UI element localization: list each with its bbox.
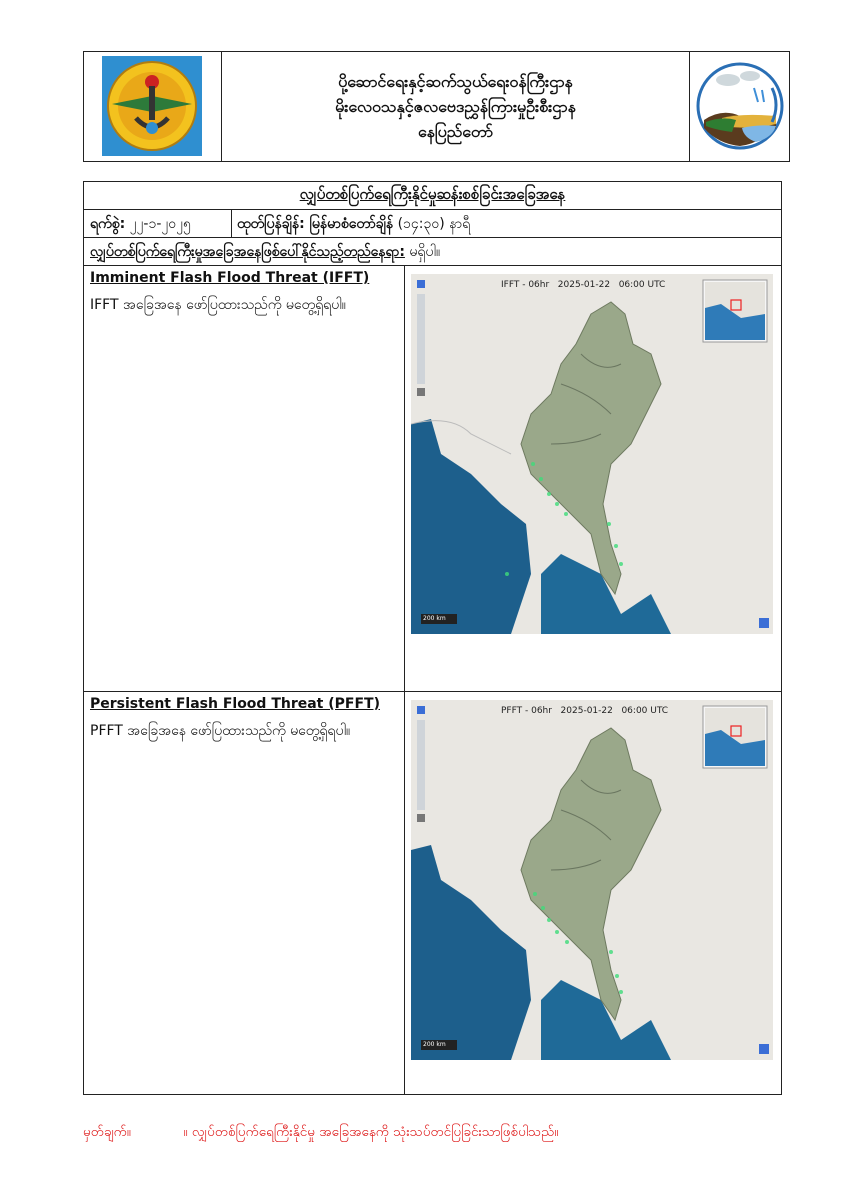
footer-note [83, 1123, 783, 1143]
footer-note-text: ။ လျှပ်တစ်ပြက်ရေကြီးနိုင်မှု အခြေအနေကို သုံးသပ်တင်ပြခြင်းသာဖြစ်ပါသည်။ [183, 1124, 559, 1140]
ifft-map-caption: IFFT - 06hr 2025-01-22 06:00 UTC [501, 280, 666, 290]
location-label: လျှပ်တစ်ပြက်ရေကြီးမှုအခြေအနေဖြစ်ပေါ်နိုင်သည့်တည်နေရာ: [90, 244, 405, 260]
footer-note-label: မှတ်ချက်။ [83, 1124, 131, 1140]
city-name: နေပြည်တော် [417, 122, 494, 141]
issue-cell [237, 214, 470, 235]
pfft-scale-label: 200 km [423, 1041, 446, 1048]
ifft-map [411, 274, 773, 634]
ifft-body: IFFT အခြေအနေ ဖော်ပြထားသည်ကို မတွေ့ရှိရပါ။ [90, 297, 346, 313]
department-name: မိုးလေဝသနှင့်ဇလဗေဒညွှန်ကြားမှုဦးစီးဌာန [335, 97, 576, 116]
date-label: ရက်စွဲ: [90, 216, 126, 232]
pfft-body: PFFT အခြေအနေ ဖော်ပြထားသည်ကို မတွေ့ရှိရပါ။ [90, 723, 351, 739]
pfft-map [411, 700, 773, 1060]
report-title: လျှပ်တစ်ပြက်ရေကြီးနိုင်မှုဆန်းစစ်ခြင်းအခြေအနေ [299, 184, 566, 203]
location-cell [90, 242, 440, 263]
report-title-row [84, 182, 781, 210]
pfft-heading: Persistent Flash Flood Threat (PFFT) [90, 696, 380, 712]
ministry-emblem-icon [102, 56, 202, 156]
location-row [84, 238, 781, 266]
date-value: ၂၂-၁-၂၀၂၅ [129, 216, 191, 232]
ministry-title [222, 52, 689, 161]
date-divider [231, 210, 232, 237]
header-table [83, 51, 790, 162]
ifft-row [84, 266, 781, 692]
ifft-scale-label: 200 km [423, 615, 446, 622]
date-row [84, 210, 781, 238]
issue-value: (၁၄:၃၀) နာရီ [397, 216, 471, 232]
pfft-map-caption: PFFT - 06hr 2025-01-22 06:00 UTC [501, 706, 669, 716]
ifft-map-image [411, 274, 773, 634]
ministry-name: ပို့ဆောင်ရေးနှင့်ဆက်သွယ်ရေးဝန်ကြီးဌာန [338, 72, 573, 91]
water-cycle-logo-icon [692, 58, 788, 154]
ministry-logo-cell [84, 52, 222, 161]
issue-label: ထုတ်ပြန်ချိန်: မြန်မာစံတော်ချိန် [237, 216, 394, 232]
date-cell [90, 214, 191, 235]
pfft-map-image [411, 700, 773, 1060]
report-table [83, 181, 782, 1095]
pfft-row [84, 692, 781, 1094]
dmh-logo-cell [689, 52, 789, 161]
ifft-heading: Imminent Flash Flood Threat (IFFT) [90, 270, 370, 286]
location-value: မရှိပါ။ [409, 244, 441, 260]
